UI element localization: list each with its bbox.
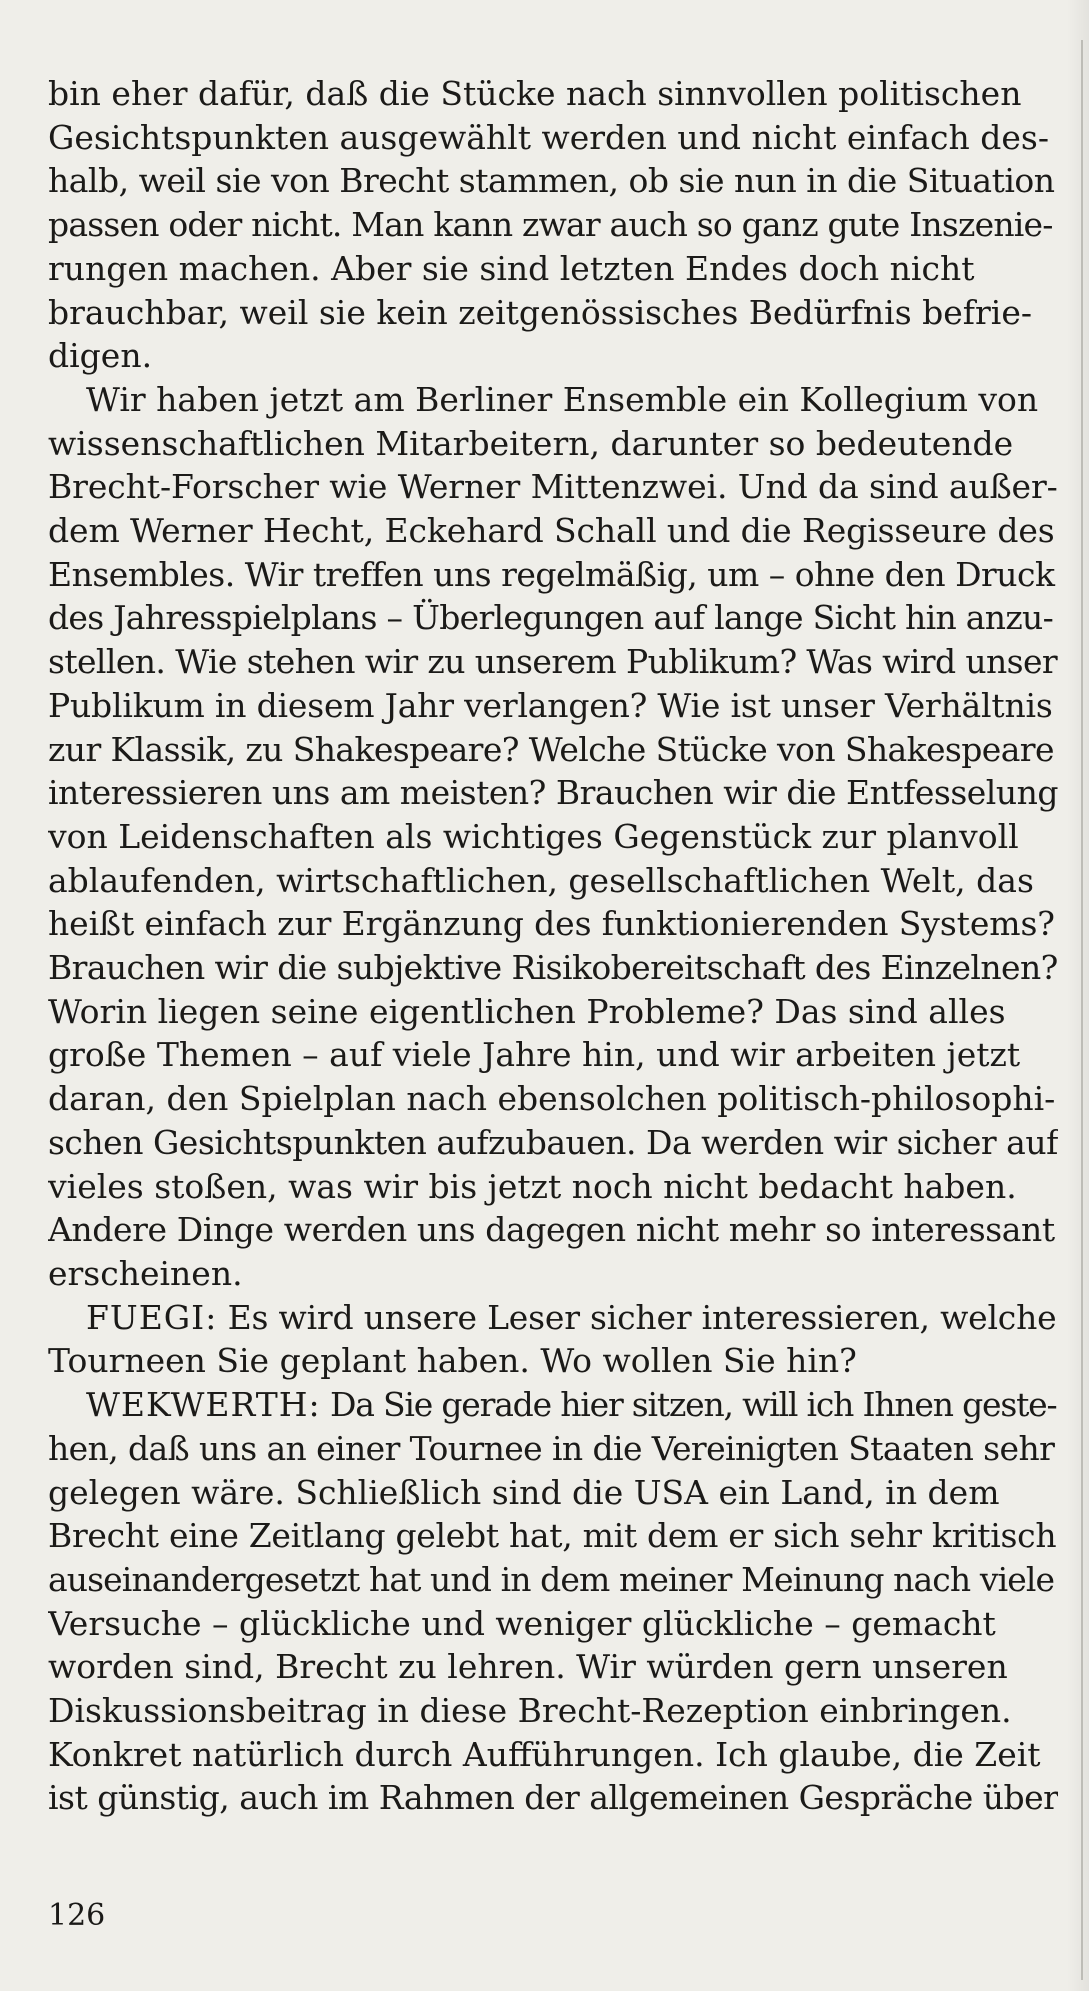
body-text [48, 72, 1058, 1820]
text-line: vieles stoßen, was wir bis jetzt noch nicht bedacht haben. [48, 1166, 1017, 1206]
paragraph-2 [48, 378, 1058, 1296]
text-line: bin eher dafür, daß die Stücke nach sinnvollen politischen [48, 74, 1022, 113]
text-line: auseinandergesetzt hat und in dem meiner Meinung nach viele [48, 1559, 1055, 1599]
text-line [48, 1296, 1058, 1340]
text-line: ablaufenden, wirtschaftlichen, gesellschaftlichen Welt, das [48, 860, 1034, 900]
text-line: Versuche – glückliche und weniger glückliche – gemacht [48, 1603, 996, 1643]
text-line: ist günstig, auch im Rahmen der allgemeinen Gespräche über [48, 1778, 1058, 1818]
text-line: Andere Dinge werden uns dagegen nicht mehr so interessant [48, 1210, 1055, 1250]
text-line: Brecht eine Zeitlang gelebt hat, mit dem er sich sehr kritisch [48, 1516, 1057, 1556]
page-gutter-shadow [1067, 0, 1089, 1991]
page-number: 126 [48, 1898, 106, 1933]
text-line: hen, daß uns an einer Tournee in die Vereinigten Staaten sehr [48, 1428, 1055, 1468]
text-line: schen Gesichtspunkten aufzubauen. Da werden wir sicher auf [48, 1122, 1058, 1162]
speaker-name: WEKWERTH: [86, 1385, 321, 1425]
text-line: stellen. Wie stehen wir zu unserem Publikum? Was wird unser [48, 642, 1058, 682]
page-gutter-edge [1081, 40, 1083, 1980]
text-line: dem Werner Hecht, Eckehard Schall und die Regisseure des [48, 511, 1055, 551]
text-line: rungen machen. Aber sie sind letzten Endes doch nicht [48, 248, 975, 288]
speaker-name: FUEGI: [86, 1297, 218, 1337]
text-line: heißt einfach zur Ergänzung des funktionierenden Systems? [48, 904, 1055, 944]
text-line: passen oder nicht. Man kann zwar auch so ganz gute Inszenie- [48, 205, 1053, 245]
speech-text: Es wird unsere Leser sicher interessieren, welche [217, 1297, 1057, 1337]
text-line: digen. [48, 336, 153, 376]
text-line: Brauchen wir die subjektive Risikobereitschaft des Einzelnen? [48, 948, 1058, 988]
text-line: des Jahresspielplans – Überlegungen auf lange Sicht hin anzu- [48, 598, 1054, 638]
paragraph-fuegi [48, 1296, 1058, 1383]
text-line: große Themen – auf viele Jahre hin, und wir arbeiten jetzt [48, 1035, 1021, 1075]
text-line: interessieren uns am meisten? Brauchen wir die Entfesselung [48, 773, 1058, 813]
paragraph-1 [48, 72, 1058, 378]
text-line: Konkret natürlich durch Aufführungen. Ich glaube, die Zeit [48, 1734, 1041, 1774]
text-line: Ensembles. Wir treffen uns regelmäßig, um – ohne den Druck [48, 554, 1055, 594]
text-line: Publikum in diesem Jahr verlangen? Wie ist unser Verhältnis [48, 685, 1053, 725]
speech-text: Da Sie gerade hier sitzen, will ich Ihnen geste- [320, 1385, 1057, 1425]
text-line [48, 1383, 1058, 1427]
text-line: halb, weil sie von Brecht stammen, ob sie nun in die Situation [48, 161, 1055, 201]
paragraph-wekwerth [48, 1383, 1058, 1820]
text-line: worden sind, Brecht zu lehren. Wir würden gern unseren [48, 1647, 1008, 1687]
text-line: von Leidenschaften als wichtiges Gegenstück zur planvoll [48, 816, 1019, 856]
text-line: Worin liegen seine eigentlichen Probleme? Das sind alles [48, 991, 1006, 1031]
text-line: erscheinen. [48, 1253, 243, 1293]
text-line: daran, den Spielplan nach ebensolchen politisch-philosophi- [48, 1079, 1056, 1119]
text-line: Tourneen Sie geplant haben. Wo wollen Sie hin? [48, 1341, 857, 1381]
text-line: wissenschaftlichen Mitarbeitern, darunter so bedeutende [48, 423, 1014, 463]
text-line: gelegen wäre. Schließlich sind die USA ein Land, in dem [48, 1472, 1000, 1512]
text-line: Diskussionsbeitrag in diese Brecht-Rezeption einbringen. [48, 1691, 1012, 1731]
text-line: brauchbar, weil sie kein zeitgenössisches Bedürfnis befrie- [48, 292, 1033, 332]
text-line: Gesichtspunkten ausgewählt werden und nicht einfach des- [48, 117, 1050, 157]
text-line: Wir haben jetzt am Berliner Ensemble ein Kollegium von [86, 379, 1039, 419]
text-line: Brecht-Forscher wie Werner Mittenzwei. Und da sind außer- [48, 467, 1058, 507]
text-line: zur Klassik, zu Shakespeare? Welche Stücke von Shakespeare [48, 729, 1054, 769]
